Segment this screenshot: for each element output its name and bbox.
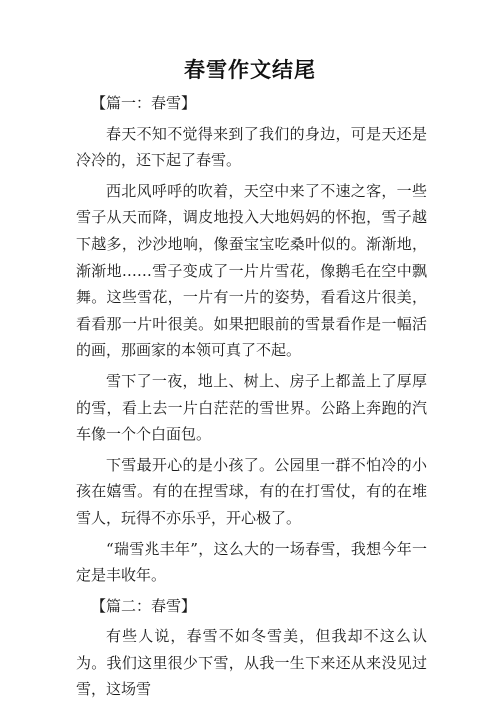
paragraph-1-5: “瑞雪兆丰年”，这么大的一场春雪，我想今年一定是丰收年。 xyxy=(76,539,427,585)
page-title: 春雪作文结尾 xyxy=(184,58,316,82)
paragraph-1-4: 下雪最开心的是小孩了。公园里一群不怕冷的小孩在嬉雪。有的在捏雪球，有的在打雪仗，有的在堆雪人，玩得不亦乐乎，开心极了。 xyxy=(76,455,427,527)
section-heading-2: 【篇二：春雪】 xyxy=(91,596,197,615)
document-body xyxy=(76,90,427,703)
paragraph-1-3: 雪下了一夜，地上、树上、房子上都盖上了厚厚的雪，看上去一片白茫茫的雪世界。公路上奔跑的汽车像一个个白面包。 xyxy=(76,371,427,444)
paragraph-1-1: 春天不知不觉得来到了我们的身边，可是天还是冷冷的，还下起了春雪。 xyxy=(76,124,427,170)
paragraph-2-1: 有些人说，春雪不如冬雪美，但我却不这么认为。我们这里很少下雪，从我一生下来还从来没见过雪，这场雪 xyxy=(76,627,427,699)
paragraph-1-2: 西北风呼呼的吹着，天空中来了不速之客，一些雪子从天而降，调皮地投入大地妈妈的怀抱，雪子越下越多，沙沙地响，像蚕宝宝吃桑叶似的。渐渐地，渐渐地……雪子变成了一片片雪花，像鹅毛在空中飘舞。这些雪花，一片有一片的姿势，看看这片很美，看看那一片叶很美。如果把眼前的雪景看作是一幅活的画，那画家的本领可真了不起。 xyxy=(76,181,427,360)
section-heading-1: 【篇一：春雪】 xyxy=(91,94,197,112)
